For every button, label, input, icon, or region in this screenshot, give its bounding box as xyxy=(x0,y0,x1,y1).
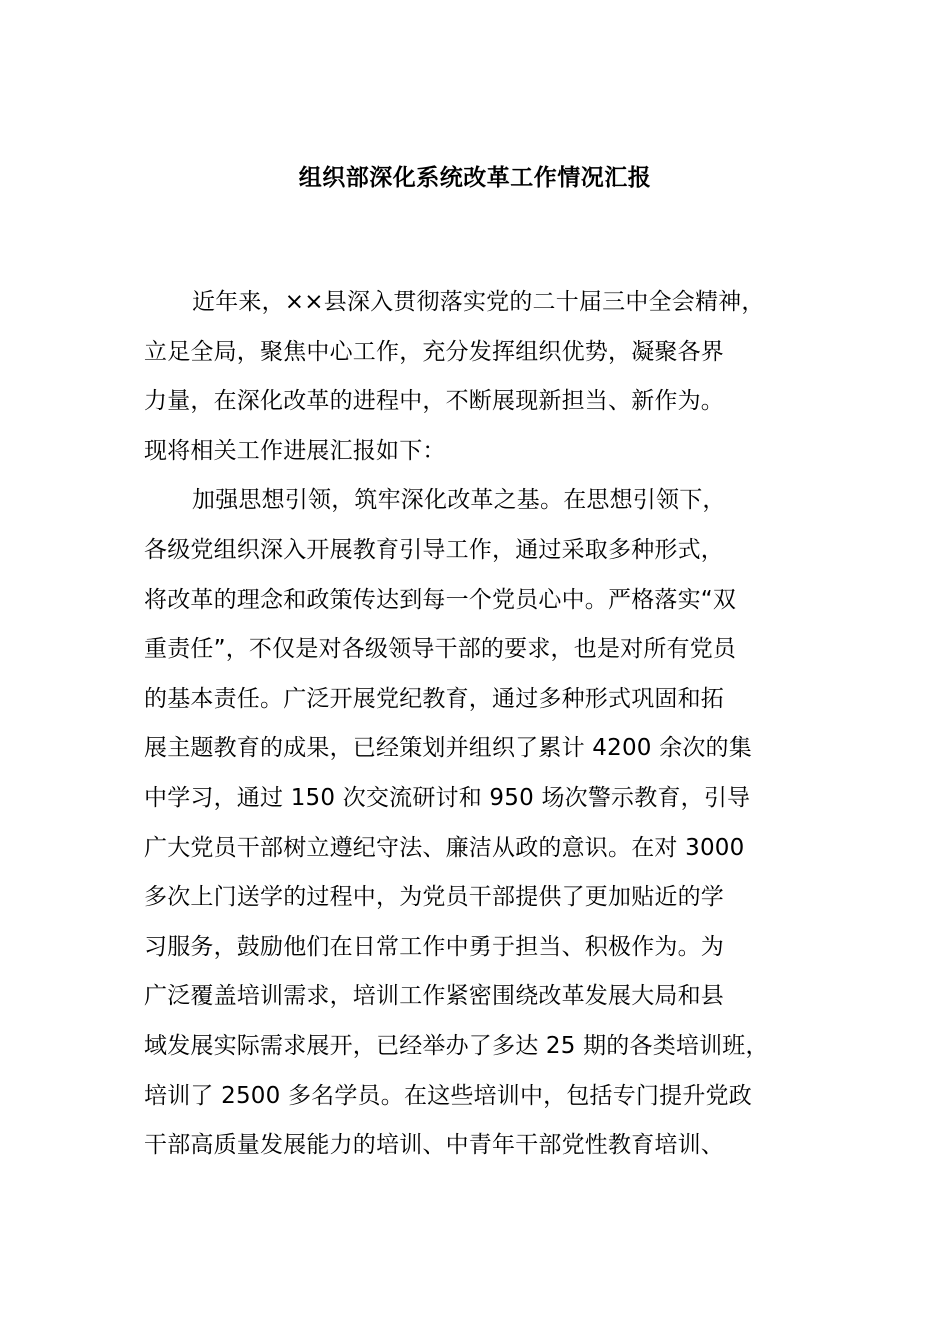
document-body xyxy=(144,282,844,1175)
paragraph-line: 加强思想引领，筑牢深化改革之基。在思想引领下， xyxy=(192,487,726,514)
paragraph-line: 培训了 2500 多名学员。在这些培训中，包括专门提升党政 xyxy=(144,1082,752,1109)
paragraph-line: 立足全局，聚焦中心工作，充分发挥组织优势，凝聚各界 xyxy=(144,338,724,365)
paragraph-line: 现将相关工作进展汇报如下： xyxy=(144,437,446,464)
paragraph-line: 域发展实际需求展开，已经举办了多达 25 期的各类培训班， xyxy=(144,1032,769,1059)
paragraph-line: 多次上门送学的过程中，为党员干部提供了更加贴近的学 xyxy=(144,884,724,911)
paragraph-line: 干部高质量发展能力的培训、中青年干部党性教育培训、 xyxy=(144,1132,724,1159)
paragraph-line: 将改革的理念和政策传达到每一个党员心中。严格落实“双 xyxy=(144,586,737,613)
paragraph-line: 重责任”，不仅是对各级领导干部的要求，也是对所有党员 xyxy=(144,636,737,663)
paragraph-line: 力量，在深化改革的进程中，不断展现新担当、新作为。 xyxy=(144,388,724,415)
document-title: 组织部深化系统改革工作情况汇报 xyxy=(298,165,652,191)
paragraph-line: 展主题教育的成果，已经策划并组织了累计 4200 余次的集 xyxy=(144,735,752,762)
paragraph-line: 各级党组织深入开展教育引导工作，通过采取多种形式， xyxy=(144,536,724,563)
paragraph-line: 广大党员干部树立遵纪守法、廉洁从政的意识。在对 3000 xyxy=(144,834,745,861)
paragraph-line: 中学习，通过 150 次交流研讨和 950 场次警示教育，引导 xyxy=(144,784,751,811)
paragraph-line: 的基本责任。广泛开展党纪教育，通过多种形式巩固和拓 xyxy=(144,685,724,712)
paragraph-line: 习服务，鼓励他们在日常工作中勇于担当、积极作为。为 xyxy=(144,933,724,960)
paragraph-line: 近年来，××县深入贯彻落实党的二十届三中全会精神， xyxy=(192,289,765,315)
paragraph-line: 广泛覆盖培训需求，培训工作紧密围绕改革发展大局和县 xyxy=(144,983,724,1010)
